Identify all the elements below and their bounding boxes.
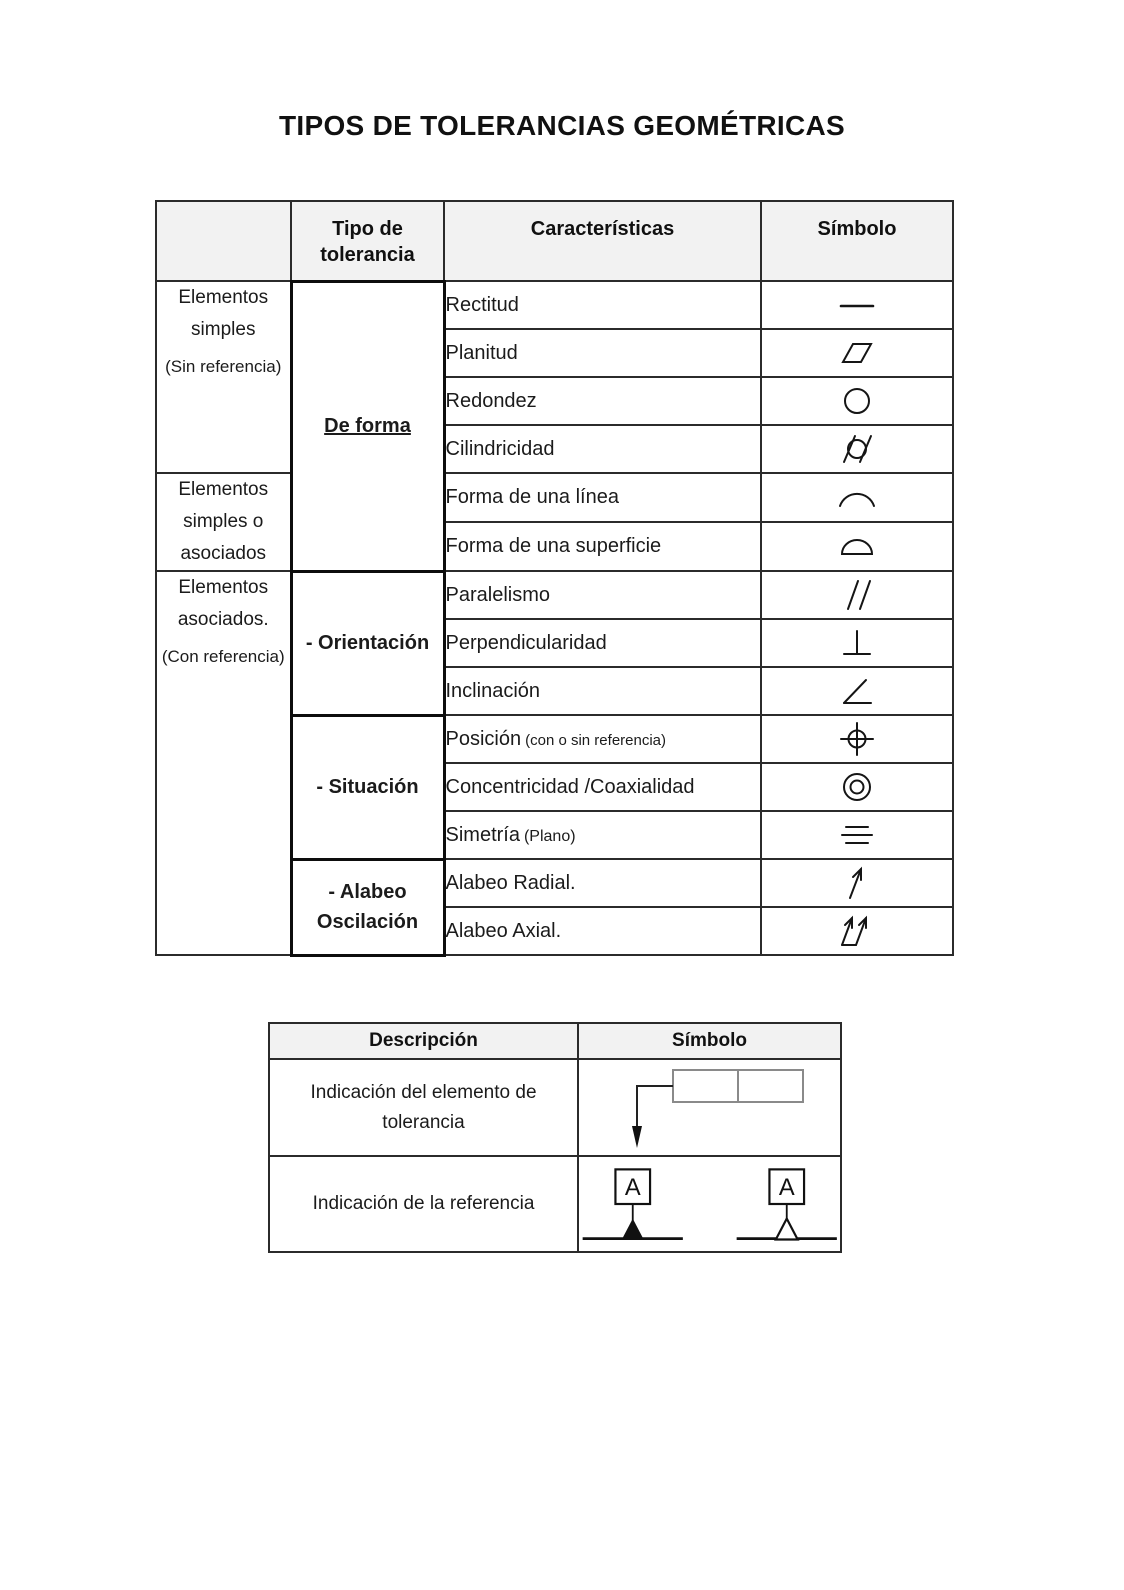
characteristic-alabeo-radial [444, 859, 761, 907]
datum-letter: A [778, 1174, 795, 1201]
characteristic-suffix: (Plano) [523, 827, 576, 845]
straightness-icon [835, 285, 879, 325]
characteristic-label: Inclinación [445, 679, 541, 702]
surface-profile-icon [835, 527, 879, 567]
characteristic-perpendicularidad [444, 619, 761, 667]
row-group-sublabel: (Con referencia) [161, 647, 285, 666]
characteristic-simetria [444, 811, 761, 859]
row-group-label: Elementos simples o asociados [178, 479, 269, 564]
characteristic-planitud [444, 329, 761, 377]
symbol-cell [761, 522, 953, 571]
symbol-cell [761, 907, 953, 955]
legend-symbol-cell [578, 1156, 841, 1252]
symbol-cell [761, 377, 953, 425]
characteristic-rectitud [444, 281, 761, 329]
tolerances-table [155, 200, 954, 957]
characteristic-label: Paralelismo [445, 583, 550, 606]
characteristic-label: Planitud [445, 341, 518, 364]
type-group-label: De forma [324, 415, 411, 437]
parallelism-icon [835, 575, 879, 615]
circularity-icon [835, 381, 879, 421]
datum-indicators [579, 1160, 840, 1248]
characteristic-suffix: (con o sin referencia) [525, 731, 667, 749]
type-group-label: - Orientación [305, 632, 430, 654]
characteristic-label: Forma de una línea [445, 486, 619, 508]
characteristic-redondez [444, 377, 761, 425]
symbol-cell [761, 715, 953, 763]
line-profile-icon [835, 478, 879, 518]
position-icon [835, 719, 879, 759]
type-group-situacion [291, 715, 444, 859]
datum-letter: A [624, 1174, 641, 1201]
symbol-cell [761, 619, 953, 667]
characteristic-alabeo-axial [444, 907, 761, 955]
perpendicularity-icon [835, 623, 879, 663]
legend-symbol-cell [578, 1059, 841, 1156]
characteristic-cilindricidad [444, 425, 761, 473]
row-group-label: Elementos asociados. [177, 577, 269, 630]
characteristic-concentricidad [444, 763, 761, 811]
total-runout-icon [833, 911, 881, 951]
characteristic-label: Forma de una superficie [445, 535, 662, 557]
table-row [156, 281, 953, 329]
legend-header-descripcion: Descripción [269, 1023, 578, 1059]
angularity-icon [835, 671, 879, 711]
row-group-elementos-simples [156, 281, 291, 473]
symbol-cell [761, 571, 953, 619]
type-group-label: - Situación [316, 776, 419, 798]
symbol-cell [761, 667, 953, 715]
flatness-icon [835, 333, 879, 373]
characteristic-label: Redondez [445, 389, 537, 412]
characteristic-label: Posición [445, 727, 522, 750]
legend-header-row [269, 1023, 841, 1059]
legend-desc-elemento-tolerancia: Indicación del elemento de tolerancia [269, 1059, 578, 1156]
characteristic-label: Perpendicularidad [445, 631, 607, 654]
symbol-cell [761, 811, 953, 859]
cylindricity-icon [835, 429, 879, 469]
characteristic-paralelismo [444, 571, 761, 619]
type-group-de-forma [291, 281, 444, 571]
row-group-elementos-simples-o-asociados [156, 473, 291, 571]
characteristic-forma-superficie [444, 522, 761, 571]
symbol-cell [761, 329, 953, 377]
symbol-cell [761, 473, 953, 522]
symbol-cell [761, 859, 953, 907]
header-simbolo: Símbolo [761, 201, 953, 281]
symbol-cell [761, 281, 953, 329]
table-row [156, 473, 953, 522]
characteristic-posicion [444, 715, 761, 763]
legend-row [269, 1156, 841, 1252]
row-group-label: Elementos simples [178, 287, 269, 340]
characteristic-label: Simetría [445, 823, 520, 846]
concentricity-icon [835, 767, 879, 807]
legend-header-simbolo: Símbolo [578, 1023, 841, 1059]
characteristic-label: Concentricidad /Coaxialidad [445, 775, 695, 798]
characteristic-label: Rectitud [445, 293, 519, 316]
type-group-alabeo-oscilacion [291, 859, 444, 955]
legend-desc-referencia: Indicación de la referencia [269, 1156, 578, 1252]
row-group-sublabel: (Sin referencia) [165, 357, 282, 376]
legend-table [268, 1022, 842, 1253]
circular-runout-icon [835, 863, 879, 903]
symbol-cell [761, 763, 953, 811]
characteristic-label: Cilindricidad [445, 437, 555, 460]
characteristic-inclinacion [444, 667, 761, 715]
feature-control-frame-icon [585, 1060, 835, 1150]
characteristic-forma-linea [444, 473, 761, 522]
datum-open-triangle-icon [733, 1160, 841, 1248]
header-caracteristicas: Características [444, 201, 761, 281]
symbol-cell [761, 425, 953, 473]
page-title: TIPOS DE TOLERANCIAS GEOMÉTRICAS [278, 110, 846, 141]
characteristic-label: Alabeo Axial. [445, 919, 562, 942]
table-header-row [156, 201, 953, 281]
legend-row [269, 1059, 841, 1156]
type-group-label: - Alabeo Oscilación [316, 881, 419, 933]
type-group-orientacion [291, 571, 444, 715]
characteristic-label: Alabeo Radial. [445, 871, 576, 894]
header-tipo-de-tolerancia: Tipo de tolerancia [291, 201, 444, 281]
header-empty [156, 201, 291, 281]
symmetry-icon [835, 815, 879, 855]
datum-filled-triangle-icon [579, 1160, 687, 1248]
table-row [156, 571, 953, 619]
row-group-elementos-asociados [156, 571, 291, 955]
